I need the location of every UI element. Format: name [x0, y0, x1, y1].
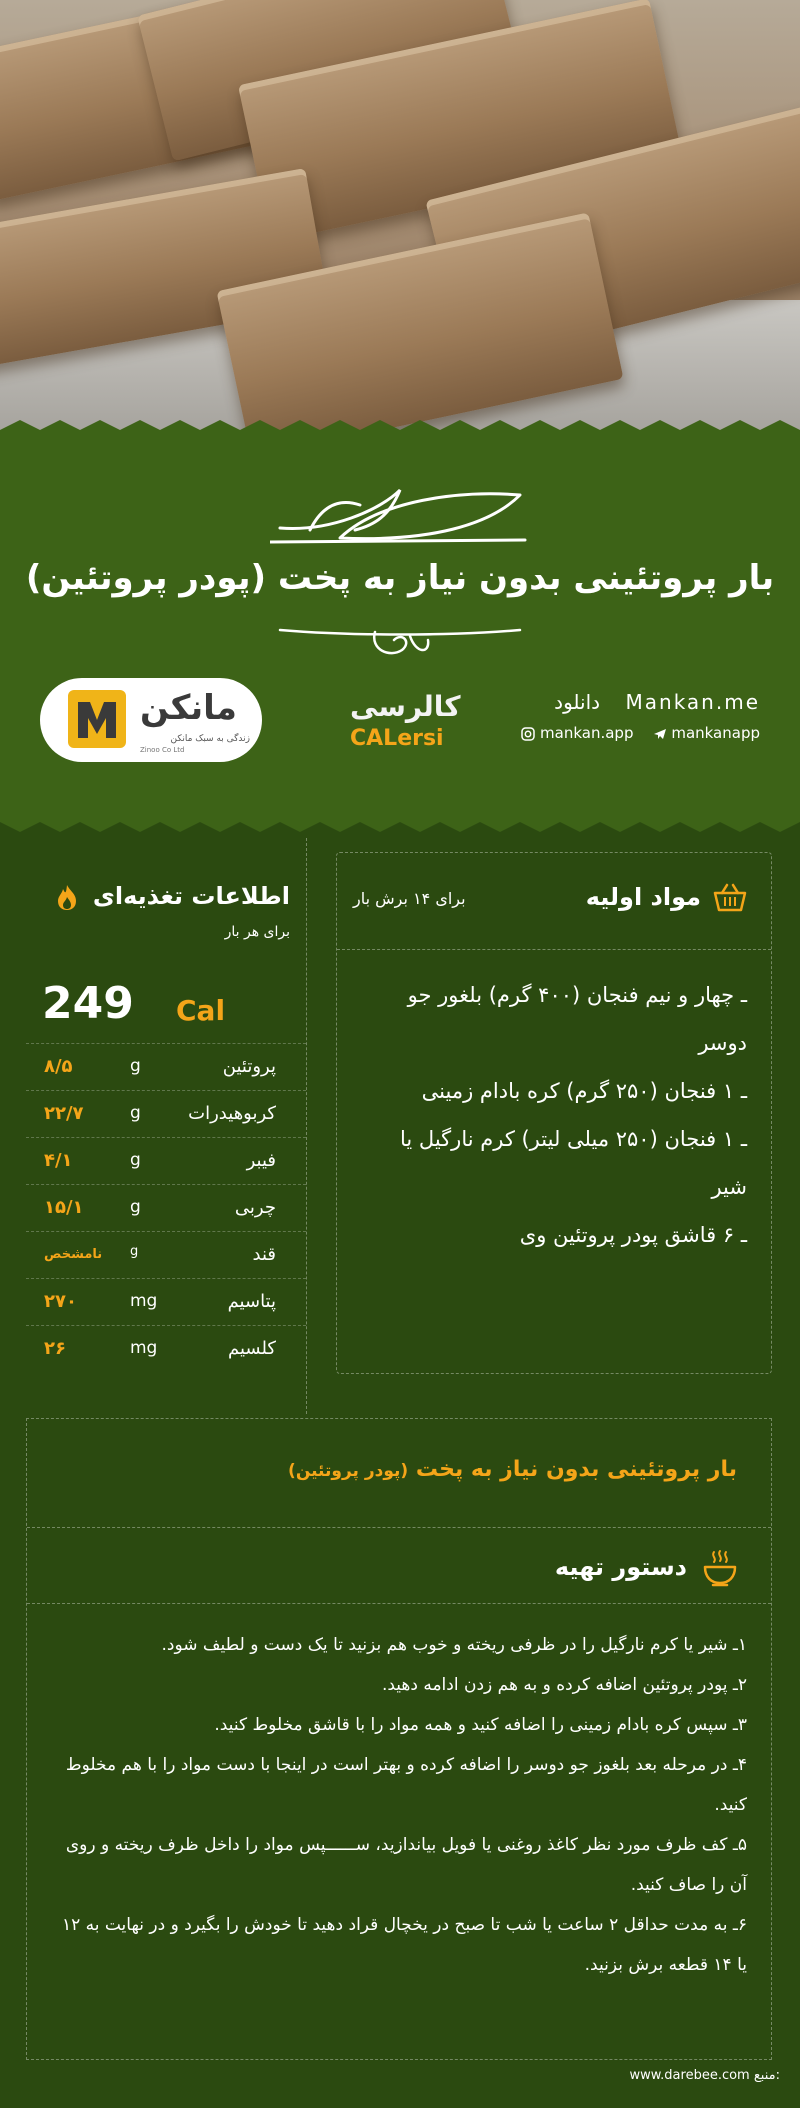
telegram-handle[interactable]: mankanapp [671, 724, 760, 742]
calersi-name-fa: کالرسی [350, 690, 461, 723]
nutrition-row: قند g نامشخص [26, 1231, 306, 1279]
recipe-step: ۵ـ کف ظرف مورد نظر کاغذ روغنی یا فویل بیاندازید، ســــــپس مواد را داخل ظرف ریخته و روی آن را صاف کنید. [65, 1835, 747, 1895]
recipe-subtitle: دستور تهیه [554, 1553, 687, 1581]
recipe-box [26, 1418, 772, 2060]
mankan-logo-icon [68, 690, 126, 748]
hero-photo [0, 0, 800, 440]
logo-name: مانکن [140, 688, 237, 728]
source-link[interactable]: www.darebee.com [629, 2068, 750, 2083]
recipe-title: بار پروتئینی بدون نیاز به پخت (پودر پروتئین) [288, 1457, 737, 1482]
contact-block [490, 690, 760, 742]
download-label: دانلود [554, 690, 601, 714]
flame-icon [56, 883, 78, 911]
leaf-icon [270, 470, 530, 550]
nutrition-card [26, 838, 307, 1414]
nutrition-title: اطلاعات تغذیه‌ای [56, 882, 290, 911]
ingredient-item: ـ ۶ قاشق پودر پروتئین وی [519, 1223, 747, 1247]
nutrition-row: فیبر g ۴/۱ [26, 1137, 306, 1185]
recipe-step: ۱ـ شیر یا کرم نارگیل را در ظرفی ریخته و خوب هم بزنید تا یک دست و لطیف شود. [161, 1635, 747, 1655]
recipe-step: ۶ـ به مدت حداقل ۲ ساعت یا شب تا صبح در یخچال قراد دهید تا خودش را بگیرد و در نهایت به ۱۲ یا ۱۴ قطعه برش بزنید. [61, 1915, 747, 1975]
ingredient-item: ـ ۱ فنجان (۲۵۰ گرم) کره بادام زمینی [421, 1079, 747, 1103]
swirl-ornament [270, 610, 530, 670]
ingredient-item: ـ ۱ فنجان (۲۵۰ میلی لیتر) کرم نارگیل یا شیر [400, 1127, 747, 1199]
basket-icon [713, 883, 747, 913]
recipe-step: ۲ـ پودر پروتئین اضافه کرده و به هم زدن ادامه دهید. [381, 1675, 747, 1695]
ingredients-list [367, 971, 747, 1259]
source-label: منبع: [753, 2068, 780, 2083]
calersi-name-en: CALersi [350, 726, 444, 751]
bowl-icon [703, 1549, 737, 1587]
logo-tagline: زندگی به سبک مانکن [170, 734, 250, 744]
instagram-handle[interactable]: mankan.app [540, 724, 634, 742]
nutrition-row: کربوهیدرات g ۲۲/۷ [26, 1090, 306, 1138]
nutrition-row: پروتئین g ۸/۵ [26, 1043, 306, 1091]
ingredients-header [337, 853, 771, 950]
source-credit [600, 2068, 780, 2083]
logo-company: Zinoo Co Ltd [140, 746, 185, 754]
ingredient-item: ـ چهار و نیم فنجان (۴۰۰ گرم) بلغور جو دوسر [407, 983, 747, 1055]
ingredients-title: مواد اولیه [585, 883, 701, 911]
recipe-step: ۴ـ در مرحله بعد بلغوز جو دوسر را اضافه کرده و بهتر است در اینجا با دست مواد را با هم مخلوط کنید. [65, 1755, 747, 1815]
nutrition-subtitle: برای هر بار [224, 924, 290, 940]
page-title: بار پروتئینی بدون نیاز به پخت (پودر پروتئین) [25, 558, 775, 598]
recipe-step: ۳ـ سپس کره بادام زمینی را اضافه کنید و همه مواد را با قاشق مخلوط کنید. [214, 1715, 747, 1735]
divider [27, 1527, 771, 1528]
recipe-steps [47, 1625, 747, 1985]
servings-label: برای ۱۴ برش بار [353, 889, 466, 908]
mankan-logo[interactable] [40, 678, 262, 762]
ingredients-card [336, 852, 772, 1374]
calorie-value: 249 [42, 978, 134, 1029]
zigzag-edge [0, 418, 800, 444]
zigzag-edge [0, 808, 800, 834]
nutrition-row: پتاسیم mg ۲۷۰ [26, 1278, 306, 1326]
site-link[interactable]: Mankan.me [625, 690, 760, 714]
calorie-unit: Cal [176, 994, 226, 1027]
divider [27, 1603, 771, 1604]
telegram-icon [653, 727, 667, 741]
nutrition-row: کلسیم mg ۲۶ [26, 1325, 306, 1373]
nutrition-row: چربی g ۱۵/۱ [26, 1184, 306, 1232]
calersi-logo[interactable] [350, 690, 460, 760]
instagram-icon [521, 727, 535, 741]
